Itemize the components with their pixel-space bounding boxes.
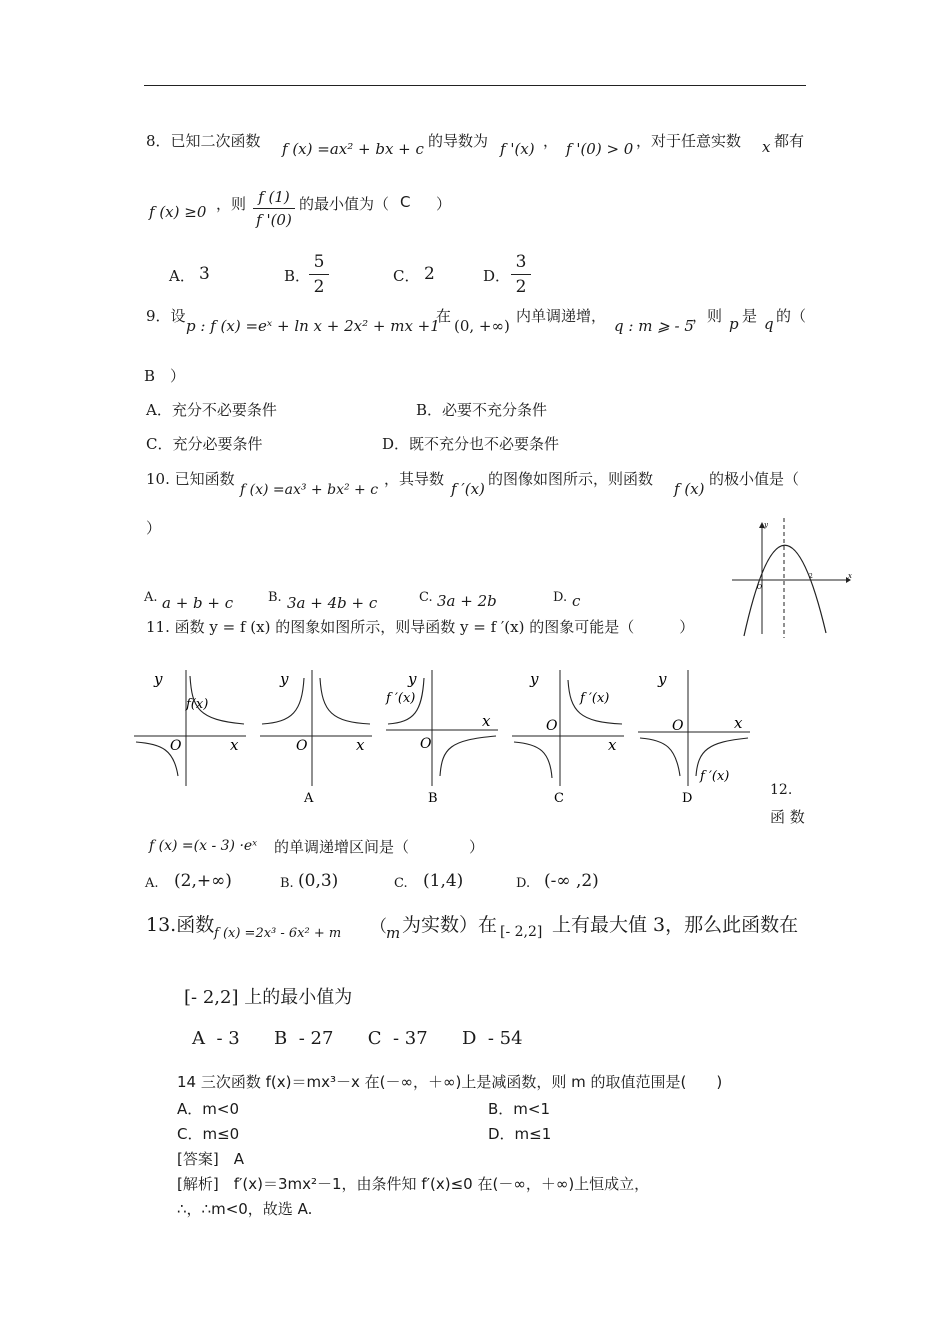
q8-comma: ， [543, 132, 559, 150]
q8-cond: f '(0) > 0 [566, 140, 634, 158]
q11-gb-x: x [482, 712, 491, 730]
q10-option-c-label: C. [419, 590, 433, 605]
q10-option-a-label: A. [144, 590, 158, 605]
q11-graph-c [510, 668, 628, 808]
q14-stem: 14 三次函数 f(x)＝mx³－x 在(－∞，＋∞)上是减函数，则 m 的取值范围是( ) [177, 1073, 723, 1091]
q11-g0-o: O [170, 738, 182, 754]
q8-line2-cond: f (x) ≥0 [149, 203, 207, 221]
q14-option-a: A．m<0 [177, 1100, 239, 1118]
q10-option-b-value: 3a + 4b + c [287, 594, 378, 612]
q8-mid1: 的导数为 [428, 132, 489, 150]
q12-option-c-label: C. [394, 876, 408, 891]
q8-option-d-fraction [511, 252, 531, 297]
q14-option-c: C．m≤0 [177, 1125, 240, 1143]
q10-two-label: 2 [809, 573, 813, 580]
q14-option-d: D．m≤1 [488, 1125, 552, 1143]
q13-prefix: 13.函数 [146, 914, 215, 936]
q11-ga-curve-right [320, 678, 370, 724]
q9-interval: (0, +∞) [454, 317, 510, 335]
q11-gc-x: x [608, 736, 617, 754]
q10-mid2: 的图像如图所示，则函数 [488, 470, 654, 488]
q8-option-d-num: 3 [515, 252, 527, 272]
q8-line2-end: 的最小值为（ [299, 195, 390, 213]
q8-prefix: 8．已知二次函数 [146, 132, 261, 150]
q14-analysis: [解析] f′(x)＝3mx²－1，由条件知 f′(x)≤0 在(－∞，＋∞)上恒成立， [177, 1175, 650, 1193]
q12-word: 函 数 [770, 808, 805, 826]
q12-option-b-value: (0,3) [298, 871, 339, 891]
q10-option-d-value: c [572, 592, 581, 610]
q10-close: ） [146, 519, 162, 537]
q11-gb-label: B [428, 791, 438, 806]
q8-frac-den: f '(0) [256, 211, 292, 229]
q11-ga-label: A [304, 791, 314, 806]
q13-end: 上有最大值 3，那么此函数在 [552, 914, 799, 936]
q9-mid2: 内单调递增， [516, 307, 607, 325]
q9-q-def: q : m ⩾ - 5 [614, 317, 694, 335]
q8-end1: 都有 [774, 132, 805, 150]
q11-gd-label: D [682, 791, 693, 806]
q8-var-x: x [762, 138, 771, 156]
q8-option-d-den: 2 [515, 277, 527, 297]
q13-func: f (x) =2x³ - 6x² + m [214, 926, 342, 941]
q13-interval: [- 2,2] [500, 924, 543, 940]
q11-text: 11. 函数 y = f (x) 的图象如图所示，则导函数 y = f ′(x) 的图象可能是（ ） [146, 618, 695, 636]
q11-g0-x: x [230, 736, 239, 754]
q12-option-a-value: (2,+∞) [174, 871, 232, 891]
q11-graph-d [636, 668, 754, 808]
q10-derivative-graph [728, 518, 852, 638]
q14-conclusion: ∴，∴m<0，故选 A. [177, 1200, 313, 1218]
q14-option-b: B．m<1 [488, 1100, 551, 1118]
q11-graph-fx [132, 668, 250, 788]
q12-option-b-label: B. [280, 876, 294, 891]
q11-ga-x: x [356, 736, 365, 754]
q12-option-c-value: (1,4) [423, 871, 464, 891]
q11-gd-o: O [672, 718, 684, 734]
q9-option-c: C．充分必要条件 [146, 435, 263, 453]
q12-number: 12. [770, 782, 793, 798]
q9-end: 的（ [776, 307, 807, 325]
q8-line2-mid: ，则 [216, 195, 247, 213]
q9-option-b: B．必要不充分条件 [416, 401, 548, 419]
q8-fraction [253, 188, 295, 229]
q10-option-a-value: a + b + c [162, 594, 234, 612]
q10-option-c-value: 3a + 2b [437, 592, 497, 610]
q11-gd-f: f ′(x) [700, 769, 730, 784]
q8-option-b-num: 5 [313, 252, 325, 272]
q11-gd-curve-left [640, 738, 680, 776]
q12-text: 的单调递增区间是（ ） [274, 838, 485, 856]
q9-answer-line: B ） [144, 367, 186, 385]
q10-option-b-label: B. [268, 590, 282, 605]
q9-p: p [729, 315, 739, 333]
q8-frac-num: f (1) [258, 188, 290, 206]
q8-answer: C [400, 193, 411, 211]
q12-func: f (x) =(x - 3) ·eˣ [149, 838, 258, 854]
q11-gc-curve-left [514, 742, 552, 778]
q8-func: f (x) =ax² + bx + c [282, 140, 424, 158]
q10-y-label: y [764, 521, 768, 529]
q8-option-a-value: 3 [199, 264, 210, 284]
q8-option-c-value: 2 [424, 264, 435, 284]
q8-option-c-label: C． [393, 267, 420, 285]
q10-func: f (x) =ax³ + bx² + c [240, 482, 379, 498]
q9-option-a: A．充分不必要条件 [146, 401, 277, 419]
q9-mid3: ，则 [692, 307, 723, 325]
q13-options: A - 3 B - 27 C - 37 D - 54 [192, 1028, 523, 1049]
q10-prefix: 10. 已知函数 [146, 470, 235, 488]
q11-gb-o: O [420, 736, 432, 752]
q11-ga-y: y [280, 670, 289, 688]
q9-p-def: p : f (x) =eˣ + ln x + 2x² + mx +1 [186, 317, 440, 335]
q13-mid2: 为实数）在 [402, 914, 498, 936]
q8-deriv: f '(x) [500, 140, 535, 158]
q11-gc-o: O [546, 718, 558, 734]
q10-origin-label: O [757, 584, 762, 591]
q8-option-b-den: 2 [313, 277, 325, 297]
q9-prefix: 9．设 [146, 307, 186, 325]
q13-m: m [386, 924, 401, 942]
q14-answer: [答案] A [177, 1150, 244, 1168]
q11-ga-o: O [296, 738, 308, 754]
q11-g0-f: f(x) [186, 697, 209, 712]
q8-mid2: ，对于任意实数 [636, 132, 742, 150]
q11-gc-label: C [554, 791, 564, 806]
q12-option-d-value: (-∞ ,2) [544, 871, 599, 891]
q11-gc-y: y [530, 670, 539, 688]
q11-graph-a [258, 668, 376, 808]
q9-q: q [764, 315, 774, 333]
q11-g0-y: y [154, 670, 163, 688]
header-rule [144, 85, 806, 86]
q11-graph-b [384, 668, 502, 808]
q8-close: ） [436, 195, 452, 213]
q13-line2: [- 2,2] 上的最小值为 [184, 987, 353, 1008]
q11-gb-y: y [408, 670, 417, 688]
q12-option-d-label: D. [516, 876, 531, 891]
q12-option-a-label: A. [145, 876, 159, 891]
q10-mid1: ，其导数 [384, 470, 445, 488]
q11-gc-f: f ′(x) [580, 691, 610, 706]
q10-x-label: x [848, 572, 852, 580]
q11-gd-y: y [658, 670, 667, 688]
q10-end: 的极小值是（ [709, 470, 800, 488]
q10-fx: f (x) [674, 480, 705, 498]
q10-option-d-label: D. [553, 590, 568, 605]
q9-mid4: 是 [742, 307, 758, 325]
q8-option-b-label: B． [284, 267, 311, 285]
q8-option-a-label: A． [169, 267, 195, 285]
q11-gb-curve-right [440, 736, 496, 776]
q8-option-d-label: D． [483, 267, 511, 285]
q8-option-b-fraction [309, 252, 329, 297]
q13-mid1: （ [370, 917, 387, 937]
q9-mid1: 在 [436, 307, 452, 325]
q11-gb-f: f ′(x) [386, 691, 416, 706]
q11-gd-x: x [734, 714, 743, 732]
q9-option-d: D．既不充分也不必要条件 [382, 435, 560, 453]
q10-deriv: f ′(x) [451, 480, 485, 498]
